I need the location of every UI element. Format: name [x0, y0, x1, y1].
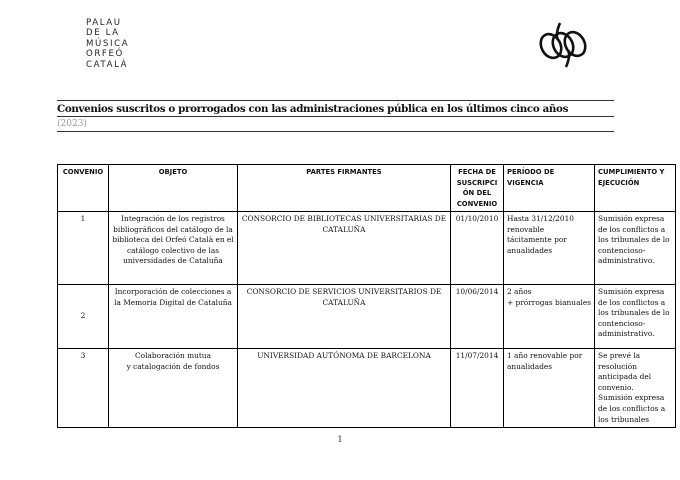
header-convenio: CONVENIO: [58, 165, 109, 212]
cell-cumplimiento: Se prevé la resolución anticipada del convenio. Sumisión expresa de los conflictos a los tribunales: [595, 349, 676, 428]
table-row: [58, 212, 676, 285]
table-row: [58, 285, 676, 349]
cell-periodo: 2 años + prórrogas bianuales: [504, 285, 595, 349]
cell-cumplimiento: Sumisión expresa de los conflictos a los tribunales de lo contencioso-administrativo.: [595, 285, 676, 349]
cell-periodo: 1 año renovable por anualidades: [504, 349, 595, 428]
year-bottom-rule: [57, 131, 614, 132]
logo-line: CATALÀ: [86, 59, 129, 70]
cell-fecha: 01/10/2010: [451, 212, 504, 285]
cell-convenio: 2: [58, 285, 109, 349]
document-year: (2023): [57, 119, 87, 129]
cell-partes: UNIVERSIDAD AUTÓNOMA DE BARCELONA: [238, 349, 451, 428]
document-title: Convenios suscritos o prorrogados con las administraciones pública en los últimos cinco años: [57, 103, 569, 115]
cell-objeto: Incorporación de colecciones a la Memoria Digital de Cataluña: [109, 285, 238, 349]
header-cumplimiento: CUMPLIMIENTO Y EJECUCIÓN: [595, 165, 676, 212]
cell-partes: CONSORCIO DE BIBLIOTECAS UNIVERSITARIAS DE CATALUÑA: [238, 212, 451, 285]
palau-monogram-icon: [536, 16, 590, 74]
table-header-row: [58, 165, 676, 212]
cell-periodo: Hasta 31/12/2010 renovable tácitamente por anualidades: [504, 212, 595, 285]
cell-objeto: Colaboración mutua y catalogación de fondos: [109, 349, 238, 428]
cell-convenio: 1: [58, 212, 109, 285]
title-top-rule: [57, 100, 614, 101]
cell-convenio: 3: [58, 349, 109, 428]
title-bottom-rule: [57, 116, 614, 117]
logo-line: PALAU: [86, 18, 122, 28]
cell-objeto: Integración de los registros bibliográficos del catálogo de la biblioteca del Orfeó Català en el catálogo colectivo de las universidades de Cataluña: [109, 212, 238, 285]
cell-partes: CONSORCIO DE SERVICIOS UNIVERSITARIOS DE CATALUÑA: [238, 285, 451, 349]
header-partes-firmantes: PARTES FIRMANTES: [238, 165, 451, 212]
cell-fecha: 10/06/2014: [451, 285, 504, 349]
logo-line: DE LA: [86, 28, 120, 39]
header-periodo-vigencia: PERÍODO DE VIGENCIA: [504, 165, 595, 212]
palau-logo-text: [86, 18, 129, 70]
agreements-table: [57, 164, 676, 428]
cell-cumplimiento: Sumisión expresa de los conflictos a los tribunales de lo contencioso-administrativo.: [595, 212, 676, 285]
header-fecha-suscripcion: FECHA DE SUSCRIPCIÓN DEL CONVENIO: [451, 165, 504, 212]
logo-line: ORFEÓ: [86, 49, 124, 60]
page-number: 1: [337, 435, 343, 444]
header-objeto: OBJETO: [109, 165, 238, 212]
table-row: [58, 349, 676, 428]
logo-line: MÚSICA: [86, 38, 130, 49]
cell-fecha: 11/07/2014: [451, 349, 504, 428]
